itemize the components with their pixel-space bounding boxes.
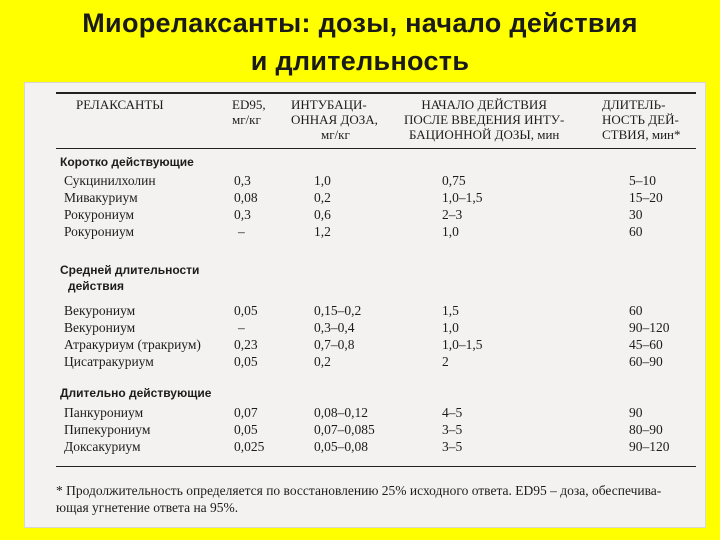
group-label-short-acting: Коротко действующие [60,155,194,169]
intubation-dose-value: 0,2 [314,190,331,205]
intubation-dose-value: 0,3–0,4 [314,320,355,335]
ed95-value: 0,05 [234,354,258,369]
duration-value: 15–20 [629,190,663,205]
header-drug: РЕЛАКСАНТЫ [76,97,164,112]
ed95-value: 0,05 [234,422,258,437]
ed95-value: – [238,224,245,239]
duration-value: 90 [629,405,643,420]
ed95-value: 0,23 [234,337,258,352]
onset-value: 3–5 [442,439,463,454]
slide-title [0,4,720,80]
intubation-dose-value: 0,05–0,08 [314,439,368,454]
intubation-dose-value: 0,08–0,12 [314,405,368,420]
onset-value: 1,0–1,5 [442,190,483,205]
duration-value: 90–120 [629,439,670,454]
intubation-dose-value: 0,2 [314,354,331,369]
header-intubation-dose: ИНТУБАЦИ- ОННАЯ ДОЗА, мг/кг [291,97,378,142]
intubation-dose-value: 0,6 [314,207,331,222]
drug-name: Сукцинилхолин [64,173,156,188]
duration-value: 60 [629,303,643,318]
onset-value: 1,0 [442,224,459,239]
onset-value: 3–5 [442,422,463,437]
slide-title-line-1: Миорелаксанты: дозы, начало действия [82,8,638,38]
duration-value: 60–90 [629,354,663,369]
duration-value: 45–60 [629,337,663,352]
duration-value: 60 [629,224,643,239]
ed95-value: – [238,320,245,335]
group-label-intermediate: Средней длительности действия [60,263,200,293]
group-label-long-acting: Длительно действующие [60,386,212,400]
slide-title-line-2: и длительность [250,46,470,76]
drug-name: Рокурониум [64,207,135,222]
onset-value: 2 [442,354,449,369]
drug-name: Векурониум [64,303,136,318]
ed95-value: 0,08 [234,190,258,205]
drug-name: Мивакуриум [64,190,138,205]
duration-value: 30 [629,207,643,222]
duration-value: 90–120 [629,320,670,335]
header-ed95: ED95, мг/кг [232,97,266,127]
intubation-dose-value: 0,7–0,8 [314,337,355,352]
table-top-rule [56,92,696,94]
drug-name: Панкурониум [64,405,144,420]
intubation-dose-value: 1,2 [314,224,331,239]
drug-name: Атракуриум (тракриум) [64,337,201,352]
ed95-value: 0,05 [234,303,258,318]
header-duration: ДЛИТЕЛЬ- НОСТЬ ДЕЙ- СТВИЯ, мин* [602,97,681,142]
ed95-value: 0,3 [234,173,251,188]
drug-name: Рокурониум [64,224,135,239]
onset-value: 1,0 [442,320,459,335]
onset-value: 1,5 [442,303,459,318]
onset-value: 2–3 [442,207,463,222]
drug-name: Векурониум [64,320,136,335]
ed95-value: 0,3 [234,207,251,222]
drug-name: Цисатракуриум [64,354,154,369]
drug-name: Пипекурониум [64,422,151,437]
scanned-table-page [24,82,706,528]
table-footnote: * Продолжительность определяется по восстановлению 25% исходного ответа. ED95 – доза, обеспечива- ющая угнетение ответа на 95%. [56,483,662,515]
onset-value: 4–5 [442,405,463,420]
ed95-value: 0,07 [234,405,258,420]
header-bottom-rule [56,148,696,149]
ed95-value: 0,025 [234,439,265,454]
header-onset: НАЧАЛО ДЕЙСТВИЯ ПОСЛЕ ВВЕДЕНИЯ ИНТУ- БАЦИОННОЙ ДОЗЫ, мин [404,97,565,142]
duration-value: 80–90 [629,422,663,437]
intubation-dose-value: 0,07–0,085 [314,422,375,437]
onset-value: 1,0–1,5 [442,337,483,352]
duration-value: 5–10 [629,173,656,188]
intubation-dose-value: 0,15–0,2 [314,303,362,318]
onset-value: 0,75 [442,173,466,188]
drug-name: Доксакуриум [64,439,141,454]
intubation-dose-value: 1,0 [314,173,331,188]
table-bottom-rule [56,466,696,467]
